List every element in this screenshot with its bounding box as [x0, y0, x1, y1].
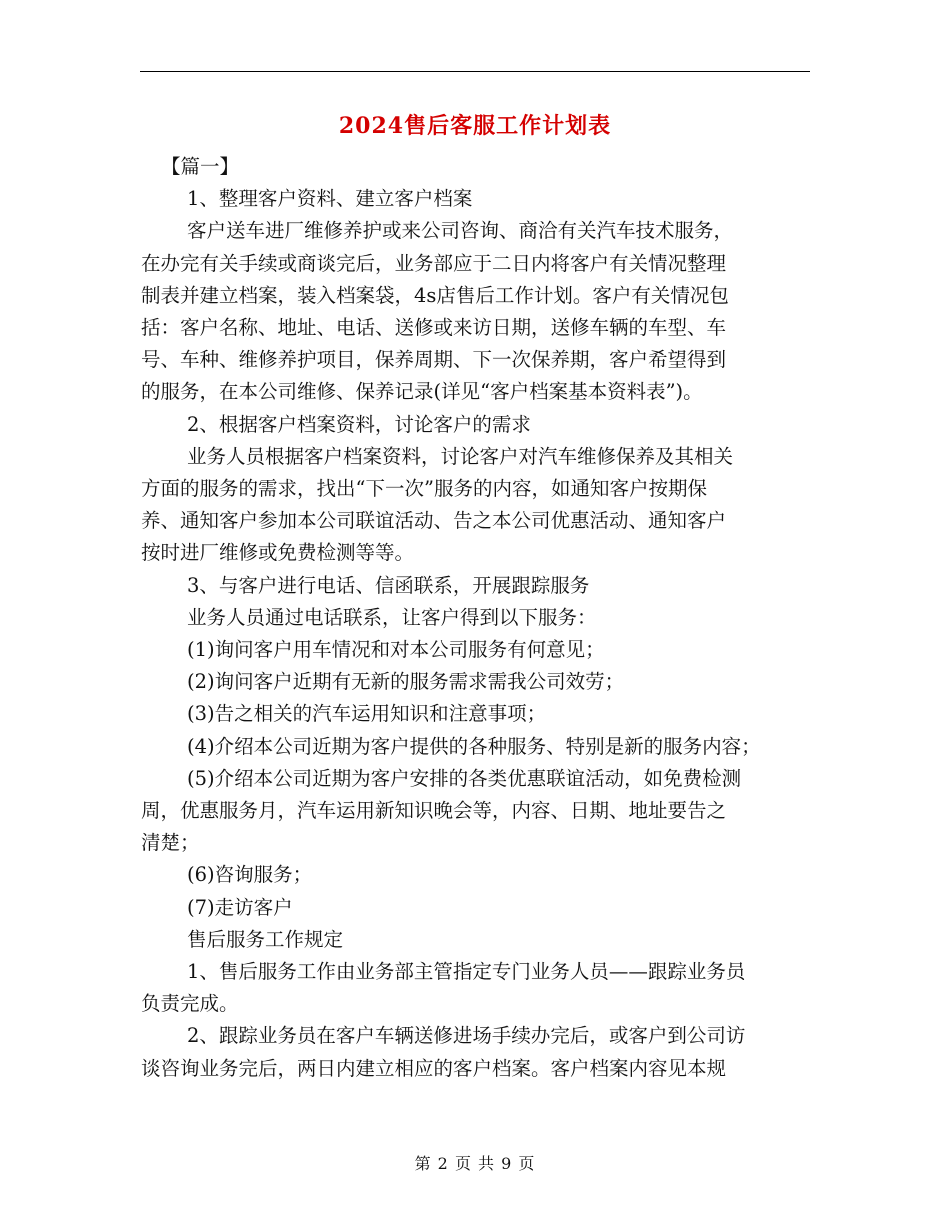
list-item: (5)介绍本公司近期为客户安排的各类优惠联谊活动，如免费检测 — [187, 766, 742, 790]
paragraph-line: 客户送车进厂维修养护或来公司咨询、商洽有关汽车技术服务， — [187, 219, 734, 243]
paragraph-line: 2、跟踪业务员在客户车辆送修进场手续办完后，或客户到公司访 — [187, 1024, 746, 1048]
paragraph-line: 业务人员通过电话联系，让客户得到以下服务： — [187, 605, 597, 629]
page-number: 第 2 页 共 9 页 — [414, 1154, 536, 1173]
item-heading: 2、根据客户档案资料，讨论客户的需求 — [187, 412, 531, 436]
section-heading: 【篇一】 — [161, 155, 240, 178]
paragraph-line: 清楚； — [141, 831, 200, 855]
paragraph-line: 养、通知客户参加本公司联谊活动、告之本公司优惠活动、通知客户 — [141, 509, 727, 533]
paragraph-line: 在办完有关手续或商谈完后，业务部应于二日内将客户有关情况整理 — [141, 251, 727, 275]
paragraph-line: 周，优惠服务月，汽车运用新知识晚会等，内容、日期、地址要告之 — [141, 799, 727, 823]
paragraph-line: 制表并建立档案，装入档案袋，4s店售后工作计划。客户有关情况包 — [141, 283, 729, 307]
document-title: 2024售后客服工作计划表 — [338, 113, 612, 139]
paragraph-line: 1、售后服务工作由业务部主管指定专门业务人员——跟踪业务员 — [187, 960, 746, 984]
paragraph-line: 业务人员根据客户档案资料，讨论客户对汽车维修保养及其相关 — [187, 444, 734, 468]
document-body — [141, 151, 813, 1085]
paragraph-line: 按时进厂维修或免费检测等等。 — [141, 541, 415, 565]
item-heading: 1、整理客户资料、建立客户档案 — [187, 187, 473, 211]
paragraph-line: 方面的服务的需求，找出“下一次”服务的内容，如通知客户按期保 — [141, 477, 707, 501]
paragraph-line: 括：客户名称、地址、电话、送修或来访日期，送修车辆的车型、车 — [141, 316, 727, 340]
paragraph-line: 谈咨询业务完后，两日内建立相应的客户档案。客户档案内容见本规 — [141, 1056, 727, 1080]
paragraph-line: 号、车种、维修养护项目，保养周期、下一次保养期，客户希望得到 — [141, 348, 727, 372]
paragraph-line: 负责完成。 — [141, 992, 239, 1016]
item-heading: 3、与客户进行电话、信函联系，开展跟踪服务 — [187, 573, 590, 597]
section-heading: 售后服务工作规定 — [187, 927, 344, 951]
list-item: (4)介绍本公司近期为客户提供的各种服务、特别是新的服务内容； — [187, 734, 761, 758]
list-item: (1)询问客户用车情况和对本公司服务有何意见； — [187, 638, 605, 662]
list-item: (7)走访客户 — [187, 895, 293, 919]
header-rule — [140, 71, 810, 72]
list-item: (3)告之相关的汽车运用知识和注意事项； — [187, 702, 547, 726]
list-item: (6)咨询服务； — [187, 863, 313, 887]
paragraph-line: 的服务，在本公司维修、保养记录(详见“客户档案基本资料表”)。 — [141, 380, 703, 404]
list-item: (2)询问客户近期有无新的服务需求需我公司效劳； — [187, 670, 625, 694]
